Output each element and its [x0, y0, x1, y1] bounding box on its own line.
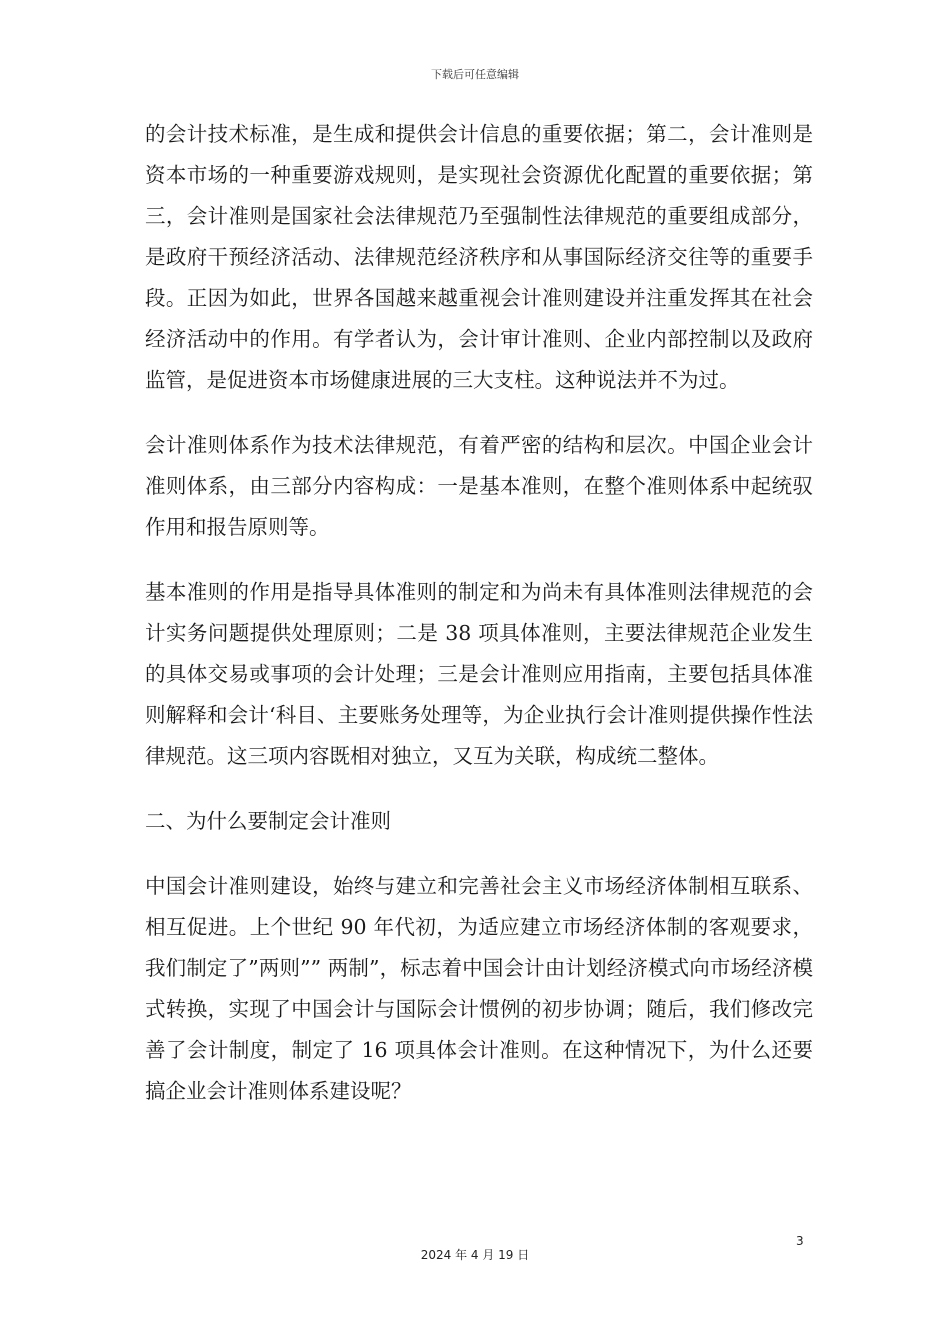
paragraph-gap [145, 777, 813, 801]
paragraph-gap [145, 842, 813, 866]
section-heading: 二、为什么要制定会计准则 [145, 809, 391, 833]
paragraph-1: 的会计技术标准，是生成和提供会计信息的重要依据；第二，会计准则是资本市场的一种重要游戏规则，是实现社会资源优化配置的重要依据；第三，会计准则是国家社会法律规范乃至强制性法律规范的重要组成部分，是政府干预经济活动、法律规范经济秩序和从事国际经济交往等的重要手段。正因为如此，世界各国越来越重视会计准则建设并注重发挥其在社会经济活动中的作用。有学者认为，会计审计准则、企业内部控制以及政府监管，是促进资本市场健康进展的三大支柱。这种说法并不为过。 [145, 122, 813, 392]
paragraph-gap [145, 401, 813, 425]
footer-date: 2024 年 4 月 19 日 [420, 1248, 530, 1262]
page-header: 下载后可任意编辑 [431, 68, 519, 81]
document-body [145, 114, 813, 1112]
paragraph-2: 会计准则体系作为技术法律规范，有着严密的结构和层次。中国企业会计准则体系，由三部分内容构成：一是基本准则，在整个准则体系中起统驭作用和报告原则等。 [145, 433, 813, 539]
paragraph-gap [145, 548, 813, 572]
paragraph-4: 中国会计准则建设，始终与建立和完善社会主义市场经济体制相互联系、相互促进。上个世纪 90 年代初，为适应建立市场经济体制的客观要求，我们制定了”两则”” 两制”，标志着中国会计由计划经济模式向市场经济模式转换，实现了中国会计与国际会计惯例的初步协调；随后，我们修改完善了会计制度，制定了 16 项具体会计准则。在这种情况下，为什么还要搞企业会计准则体系建设呢？ [145, 874, 813, 1103]
page-number: 3 [796, 1234, 804, 1248]
paragraph-3: 基本准则的作用是指导具体准则的制定和为尚未有具体准则法律规范的会计实务问题提供处理原则；二是 38 项具体准则，主要法律规范企业发生的具体交易或事项的会计处理；三是会计准则应用指南，主要包括具体准则解释和会计‘科目、主要账务处理等，为企业执行会计准则提供操作性法律规范。这三项内容既相对独立，又互为关联，构成统二整体。 [145, 580, 813, 768]
